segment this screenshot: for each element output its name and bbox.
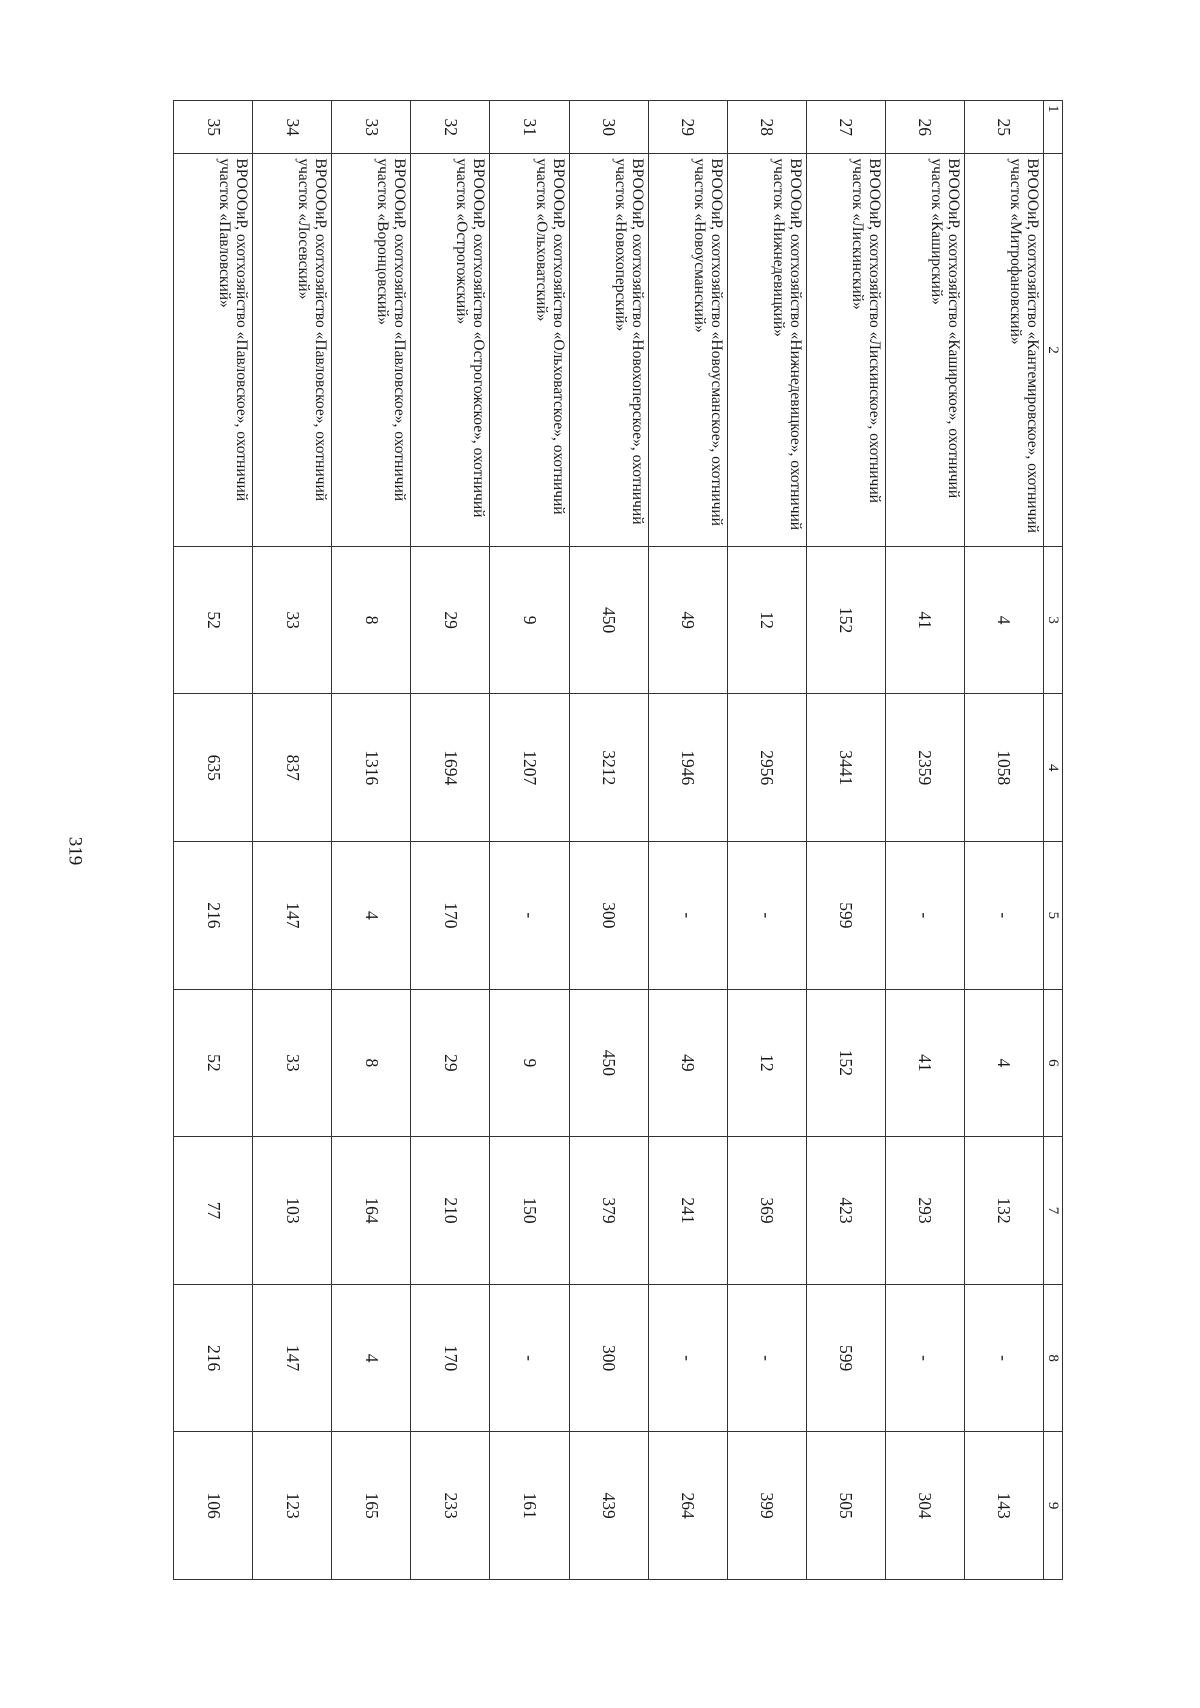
value-cell-4: 1058 — [964, 694, 1043, 842]
value-cell-4: 1694 — [411, 694, 490, 842]
value-cell-6: 9 — [490, 989, 569, 1137]
hunting-ground-name-cell: ВРОООиР, охотхозяйство «Кантемировское», охотничий участок «Митрофановский» — [964, 154, 1043, 547]
header-cell: 7 — [1043, 1137, 1062, 1285]
value-cell-9: 439 — [569, 1432, 648, 1580]
value-cell-4: 2359 — [885, 694, 964, 842]
row-number-cell: 26 — [885, 101, 964, 154]
value-cell-9: 304 — [885, 1432, 964, 1580]
value-cell-9: 505 — [806, 1432, 885, 1580]
value-cell-3: 41 — [885, 546, 964, 694]
hunting-ground-name-cell: ВРОООиР, охотхозяйство «Нижнедевицкое», охотничий участок «Нижнедевицкий» — [727, 154, 806, 547]
value-cell-3: 9 — [490, 546, 569, 694]
value-cell-4: 1207 — [490, 694, 569, 842]
table-row — [885, 101, 964, 1580]
value-cell-5: 216 — [174, 842, 253, 990]
value-cell-4: 3212 — [569, 694, 648, 842]
value-cell-4: 1316 — [332, 694, 411, 842]
value-cell-9: 123 — [253, 1432, 332, 1580]
hunting-ground-name-cell: ВРОООиР, охотхозяйство «Лискинское», охотничий участок «Лискинский» — [806, 154, 885, 547]
value-cell-8: 170 — [411, 1284, 490, 1432]
row-number-cell: 31 — [490, 101, 569, 154]
value-cell-4: 3441 — [806, 694, 885, 842]
table-row — [648, 101, 727, 1580]
value-cell-8: 300 — [569, 1284, 648, 1432]
value-cell-3: 152 — [806, 546, 885, 694]
value-cell-5: - — [727, 842, 806, 990]
row-number-cell: 27 — [806, 101, 885, 154]
value-cell-6: 41 — [885, 989, 964, 1137]
value-cell-9: 161 — [490, 1432, 569, 1580]
value-cell-8: 4 — [332, 1284, 411, 1432]
header-cell: 1 — [1043, 101, 1062, 154]
page-number: 319 — [64, 836, 86, 866]
header-cell: 8 — [1043, 1284, 1062, 1432]
value-cell-6: 4 — [964, 989, 1043, 1137]
value-cell-5: - — [964, 842, 1043, 990]
value-cell-7: 369 — [727, 1137, 806, 1285]
row-number-cell: 35 — [174, 101, 253, 154]
value-cell-3: 52 — [174, 546, 253, 694]
hunting-ground-name-cell: ВРОООиР, охотхозяйство «Новоусманское», охотничий участок «Новоусманский» — [648, 154, 727, 547]
value-cell-6: 450 — [569, 989, 648, 1137]
header-cell: 9 — [1043, 1432, 1062, 1580]
value-cell-9: 399 — [727, 1432, 806, 1580]
value-cell-8: 147 — [253, 1284, 332, 1432]
hunting-grounds-table-container — [173, 100, 1063, 1580]
value-cell-3: 8 — [332, 546, 411, 694]
value-cell-4: 2956 — [727, 694, 806, 842]
value-cell-6: 52 — [174, 989, 253, 1137]
table-row — [727, 101, 806, 1580]
hunting-ground-name-cell: ВРОООиР, охотхозяйство «Павловское», охотничий участок «Воронцовский» — [332, 154, 411, 547]
value-cell-7: 132 — [964, 1137, 1043, 1285]
value-cell-7: 164 — [332, 1137, 411, 1285]
value-cell-3: 49 — [648, 546, 727, 694]
value-cell-8: 599 — [806, 1284, 885, 1432]
hunting-ground-name-cell: ВРОООиР, охотхозяйство «Острогожское», охотничий участок «Острогожский» — [411, 154, 490, 547]
value-cell-5: 147 — [253, 842, 332, 990]
value-cell-8: - — [964, 1284, 1043, 1432]
hunting-ground-name-cell: ВРОООиР, охотхозяйство «Новохоперское», охотничий участок «Новохоперский» — [569, 154, 648, 547]
hunting-ground-name-cell: ВРОООиР, охотхозяйство «Павловское», охотничий участок «Лосевский» — [253, 154, 332, 547]
value-cell-3: 4 — [964, 546, 1043, 694]
value-cell-5: 4 — [332, 842, 411, 990]
value-cell-7: 379 — [569, 1137, 648, 1285]
value-cell-9: 264 — [648, 1432, 727, 1580]
value-cell-4: 837 — [253, 694, 332, 842]
value-cell-7: 103 — [253, 1137, 332, 1285]
value-cell-5: 170 — [411, 842, 490, 990]
header-cell: 6 — [1043, 989, 1062, 1137]
value-cell-5: 300 — [569, 842, 648, 990]
value-cell-8: - — [648, 1284, 727, 1432]
value-cell-8: 216 — [174, 1284, 253, 1432]
table-row — [806, 101, 885, 1580]
value-cell-7: 293 — [885, 1137, 964, 1285]
row-number-cell: 29 — [648, 101, 727, 154]
row-number-cell: 28 — [727, 101, 806, 154]
value-cell-4: 635 — [174, 694, 253, 842]
header-cell: 2 — [1043, 154, 1062, 547]
value-cell-8: - — [885, 1284, 964, 1432]
table-row — [490, 101, 569, 1580]
row-number-cell: 32 — [411, 101, 490, 154]
row-number-cell: 30 — [569, 101, 648, 154]
value-cell-7: 210 — [411, 1137, 490, 1285]
value-cell-6: 12 — [727, 989, 806, 1137]
hunting-ground-name-cell: ВРОООиР, охотхозяйство «Каширское», охотничий участок «Каширский» — [885, 154, 964, 547]
value-cell-9: 106 — [174, 1432, 253, 1580]
value-cell-9: 165 — [332, 1432, 411, 1580]
header-cell: 4 — [1043, 694, 1062, 842]
table-row — [964, 101, 1043, 1580]
value-cell-7: 77 — [174, 1137, 253, 1285]
value-cell-3: 33 — [253, 546, 332, 694]
table-row — [253, 101, 332, 1580]
row-number-cell: 25 — [964, 101, 1043, 154]
value-cell-5: - — [648, 842, 727, 990]
value-cell-6: 29 — [411, 989, 490, 1137]
table-row — [569, 101, 648, 1580]
table-row — [332, 101, 411, 1580]
hunting-grounds-table — [173, 100, 1063, 1580]
table-row — [411, 101, 490, 1580]
value-cell-8: - — [490, 1284, 569, 1432]
value-cell-5: - — [885, 842, 964, 990]
value-cell-7: 150 — [490, 1137, 569, 1285]
value-cell-4: 1946 — [648, 694, 727, 842]
value-cell-5: 599 — [806, 842, 885, 990]
table-row — [174, 101, 253, 1580]
value-cell-9: 143 — [964, 1432, 1043, 1580]
row-number-cell: 33 — [332, 101, 411, 154]
value-cell-6: 33 — [253, 989, 332, 1137]
header-cell: 5 — [1043, 842, 1062, 990]
value-cell-6: 49 — [648, 989, 727, 1137]
value-cell-7: 423 — [806, 1137, 885, 1285]
value-cell-7: 241 — [648, 1137, 727, 1285]
value-cell-3: 450 — [569, 546, 648, 694]
value-cell-9: 233 — [411, 1432, 490, 1580]
hunting-ground-name-cell: ВРОООиР, охотхозяйство «Ольховатское», охотничий участок «Ольховатский» — [490, 154, 569, 547]
header-cell: 3 — [1043, 546, 1062, 694]
value-cell-3: 29 — [411, 546, 490, 694]
value-cell-3: 12 — [727, 546, 806, 694]
hunting-ground-name-cell: ВРОООиР, охотхозяйство «Павловское», охотничий участок «Павловский» — [174, 154, 253, 547]
header-row — [1043, 101, 1062, 1580]
value-cell-6: 152 — [806, 989, 885, 1137]
value-cell-8: - — [727, 1284, 806, 1432]
value-cell-6: 8 — [332, 989, 411, 1137]
value-cell-5: - — [490, 842, 569, 990]
row-number-cell: 34 — [253, 101, 332, 154]
